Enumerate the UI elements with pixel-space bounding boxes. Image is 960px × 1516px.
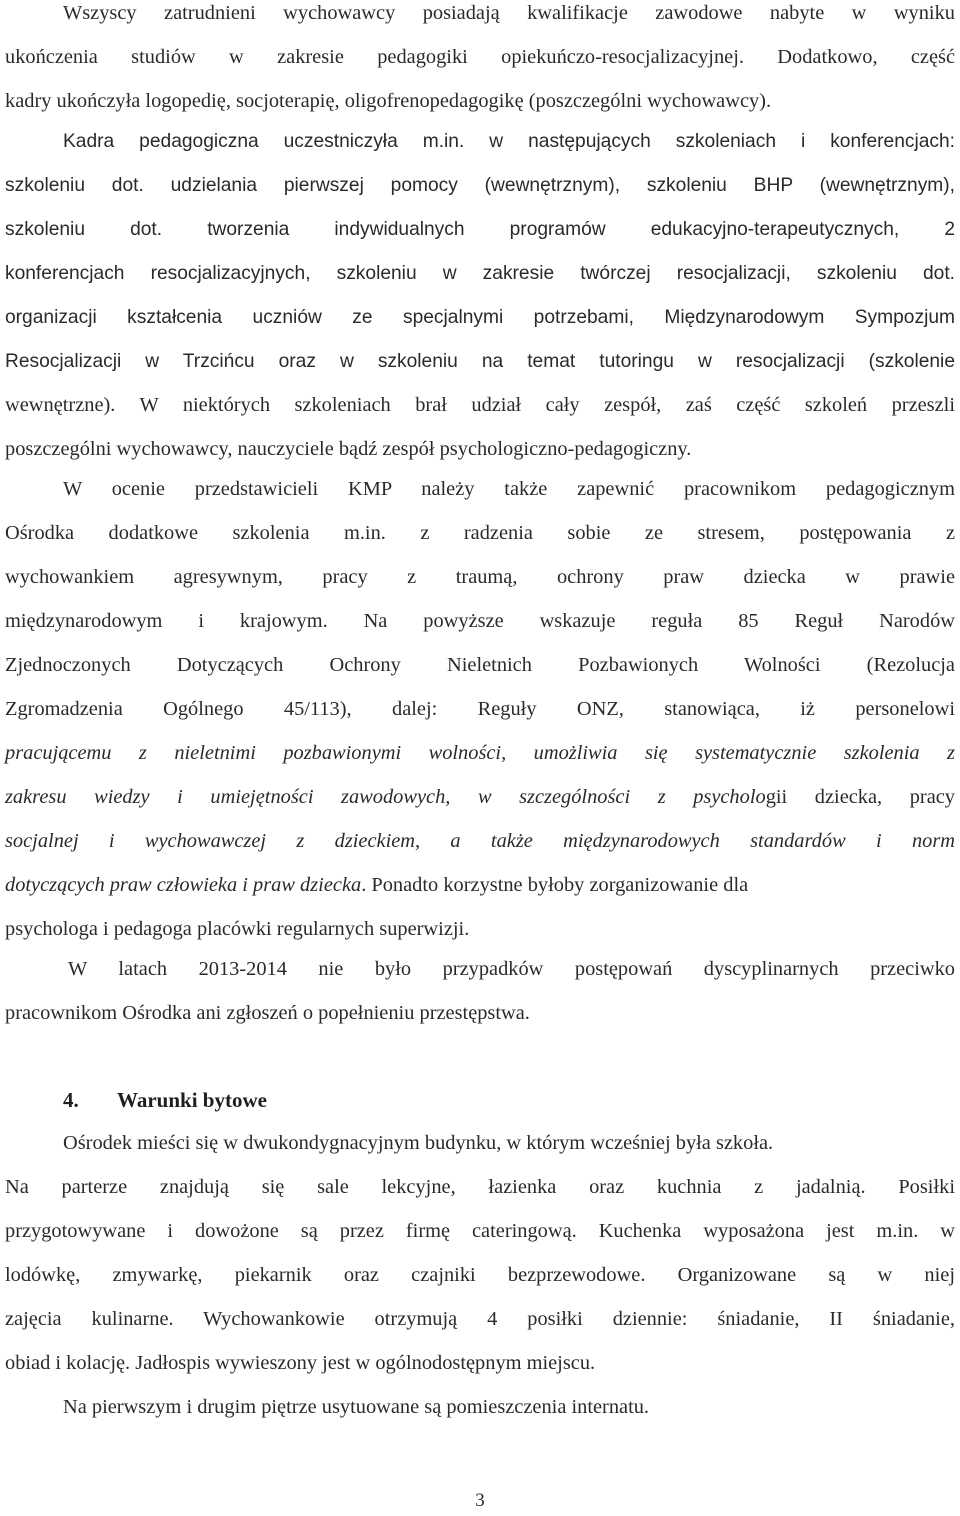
paragraph-1-line-10: wewnętrzne). W niektórych szkoleniach brał udział cały zespół, zaś część szkoleń przeszli <box>5 394 955 416</box>
paragraph-4-line-3: przygotowywane i dowożone są przez firmę cateringową. Kuchenka wyposażona jest m.in. w <box>5 1220 955 1242</box>
paragraph-4-line-6: obiad i kolację. Jadłospis wywieszony jest w ogólnodostępnym miejscu. <box>5 1352 596 1374</box>
paragraph-4-line-4: lodówkę, zmywarkę, piekarnik oraz czajniki bezprzewodowe. Organizowane są w niej <box>5 1264 955 1286</box>
paragraph-2-line-9: socjalnej i wychowawczej z dzieckiem, a także międzynarodowych standardów i norm <box>5 830 955 852</box>
paragraph-4-line-5: zajęcia kulinarne. Wychowankowie otrzymują 4 posiłki dziennie: śniadanie, II śniadanie, <box>5 1308 955 1330</box>
paragraph-2-line-6: Zgromadzenia Ogólnego 45/113), dalej: Reguły ONZ, stanowiąca, iż personelowi <box>5 698 955 720</box>
paragraph-2-line-4: międzynarodowym i krajowym. Na powyższe wskazuje reguła 85 Reguł Narodów <box>5 610 955 632</box>
section-title: Warunki bytowe <box>117 1088 267 1112</box>
paragraph-1-line-9: Resocjalizacji w Trzcińcu oraz w szkoleniu na temat tutoringu w resocjalizacji (szkolenie <box>5 351 955 372</box>
paragraph-1-line-3: kadry ukończyła logopedię, socjoterapię, oligofrenopedagogikę (poszczególni wychowawcy). <box>5 90 772 112</box>
paragraph-1-line-7: konferencjach resocjalizacyjnych, szkoleniu w zakresie twórczej resocjalizacji, szkoleniu dot. <box>5 263 955 284</box>
section-number: 4. <box>63 1088 79 1112</box>
paragraph-3-line-2: pracownikom Ośrodka ani zgłoszeń o popełnieniu przestępstwa. <box>5 1002 530 1024</box>
paragraph-2-line-8-rest: gii dziecka, pracy <box>765 786 955 808</box>
paragraph-2-line-10-rest: . Ponadto korzystne byłoby zorganizowanie dla <box>361 874 749 896</box>
paragraph-1-line-8: organizacji kształcenia uczniów ze specjalnymi potrzebami, Międzynarodowym Sympozjum <box>5 307 955 328</box>
paragraph-2-line-8-italic: zakresu wiedzy i umiejętności zawodowych, w szczególności z psycholo <box>5 786 766 808</box>
page-number: 3 <box>475 1490 485 1511</box>
paragraph-1-line-4: Kadra pedagogiczna uczestniczyła m.in. w następujących szkoleniach i konferencjach: <box>63 131 955 152</box>
paragraph-4-line-1: Ośrodek mieści się w dwukondygnacyjnym budynku, w którym wcześniej była szkoła. <box>63 1132 774 1154</box>
paragraph-1-line-6: szkoleniu dot. tworzenia indywidualnych programów edukacyjno-terapeutycznych, 2 <box>5 219 955 240</box>
paragraph-2-line-2: Ośrodka dodatkowe szkolenia m.in. z radzenia sobie ze stresem, postępowania z <box>5 522 955 544</box>
paragraph-2-line-3: wychowankiem agresywnym, pracy z traumą, ochrony praw dziecka w prawie <box>5 566 955 588</box>
paragraph-1-line-2: ukończenia studiów w zakresie pedagogiki opiekuńczo-resocjalizacyjnej. Dodatkowo, część <box>5 46 955 68</box>
paragraph-1-line-1: Wszyscy zatrudnieni wychowawcy posiadają kwalifikacje zawodowe nabyte w wyniku <box>63 2 955 24</box>
paragraph-4-line-2: Na parterze znajdują się sale lekcyjne, łazienka oraz kuchnia z jadalnią. Posiłki <box>5 1176 955 1198</box>
paragraph-2-line-8 <box>5 776 955 820</box>
paragraph-3-line-1: W latach 2013-2014 nie było przypadków postępowań dyscyplinarnych przeciwko <box>68 958 955 980</box>
paragraph-5-line-1: Na pierwszym i drugim piętrze usytuowane są pomieszczenia internatu. <box>63 1396 650 1418</box>
paragraph-2-line-10-italic: dotyczących praw człowieka i praw dziecka <box>5 874 362 896</box>
paragraph-2-line-10 <box>5 864 955 908</box>
paragraph-1-line-11: poszczególni wychowawcy, nauczyciele bądź zespół psychologiczno-pedagogiczny. <box>5 438 692 460</box>
paragraph-2-line-1: W ocenie przedstawicieli KMP należy także zapewnić pracownikom pedagogicznym <box>63 478 955 500</box>
paragraph-1-line-5: szkoleniu dot. udzielania pierwszej pomocy (wewnętrznym), szkoleniu BHP (wewnętrznym), <box>5 175 955 196</box>
paragraph-2-line-7: pracującemu z nieletnimi pozbawionymi wolności, umożliwia się systematycznie szkolenia z <box>5 742 955 764</box>
section-heading <box>63 1078 267 1122</box>
paragraph-2-line-11: psychologa i pedagoga placówki regularnych superwizji. <box>5 918 470 940</box>
paragraph-2-line-5: Zjednoczonych Dotyczących Ochrony Nieletnich Pozbawionych Wolności (Rezolucja <box>5 654 955 676</box>
